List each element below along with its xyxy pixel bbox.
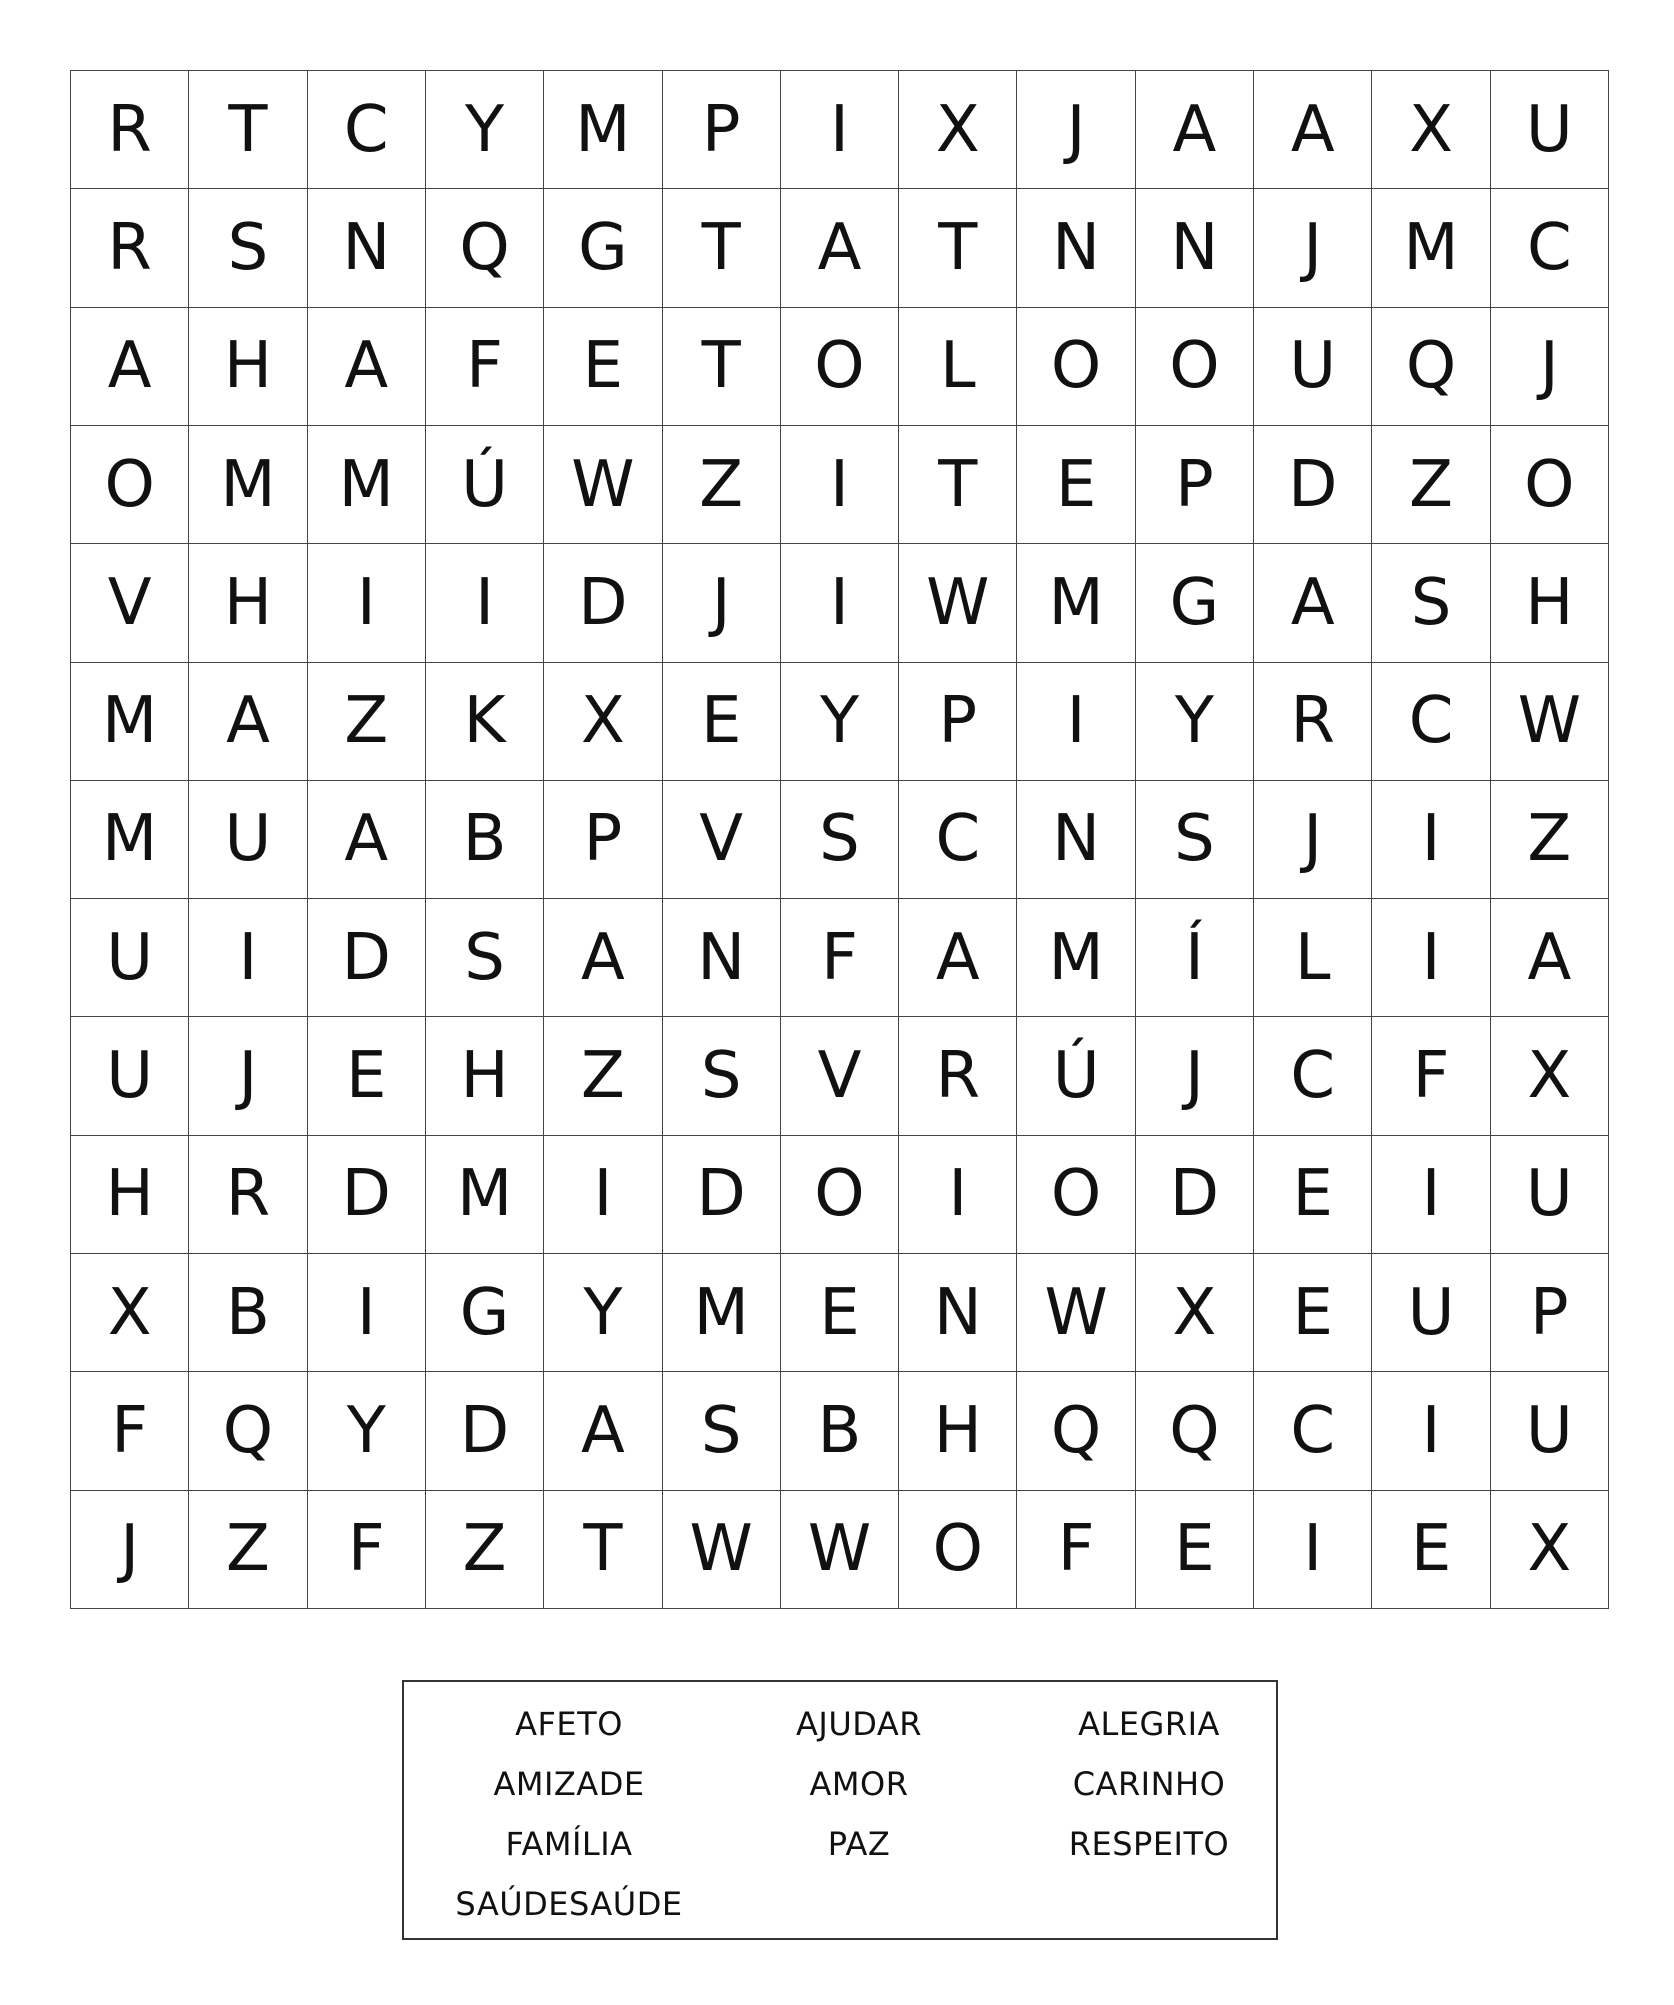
grid-cell[interactable]: Y bbox=[1136, 663, 1254, 781]
grid-cell[interactable]: A bbox=[544, 1372, 662, 1490]
grid-cell[interactable]: Y bbox=[308, 1372, 426, 1490]
grid-cell[interactable]: J bbox=[1136, 1017, 1254, 1135]
grid-cell[interactable]: K bbox=[426, 663, 544, 781]
grid-cell[interactable]: E bbox=[1372, 1491, 1490, 1609]
grid-cell[interactable]: W bbox=[544, 426, 662, 544]
grid-cell[interactable]: T bbox=[899, 189, 1017, 307]
word-list-item: PAZ bbox=[827, 1825, 891, 1863]
grid-cell[interactable]: A bbox=[308, 781, 426, 899]
grid-cell[interactable]: C bbox=[308, 71, 426, 189]
grid-cell[interactable]: Í bbox=[1136, 899, 1254, 1017]
grid-cell[interactable]: V bbox=[71, 544, 189, 662]
word-list-item: AMOR bbox=[809, 1765, 909, 1803]
grid-cell[interactable]: R bbox=[189, 1136, 307, 1254]
grid-cell[interactable]: S bbox=[663, 1372, 781, 1490]
word-list-item: RESPEITO bbox=[1068, 1825, 1230, 1863]
word-list-item: FAMÍLIA bbox=[505, 1825, 633, 1863]
grid-cell[interactable]: G bbox=[426, 1254, 544, 1372]
grid-cell[interactable]: A bbox=[308, 308, 426, 426]
grid-cell[interactable]: F bbox=[781, 899, 899, 1017]
grid-cell[interactable]: D bbox=[1254, 426, 1372, 544]
grid-cell[interactable]: M bbox=[1017, 899, 1135, 1017]
grid-cell[interactable]: M bbox=[71, 781, 189, 899]
grid-cell[interactable]: V bbox=[663, 781, 781, 899]
grid-cell[interactable]: F bbox=[1017, 1491, 1135, 1609]
grid-cell[interactable]: C bbox=[1491, 189, 1609, 307]
grid-cell[interactable]: X bbox=[1372, 71, 1490, 189]
grid-cell[interactable]: Y bbox=[426, 71, 544, 189]
grid-cell[interactable]: I bbox=[1372, 899, 1490, 1017]
grid-cell[interactable]: U bbox=[1491, 1136, 1609, 1254]
grid-cell[interactable]: Z bbox=[1491, 781, 1609, 899]
grid-cell[interactable]: Q bbox=[1136, 1372, 1254, 1490]
grid-cell[interactable]: Q bbox=[426, 189, 544, 307]
grid-cell[interactable]: X bbox=[1136, 1254, 1254, 1372]
grid-cell[interactable]: Z bbox=[308, 663, 426, 781]
grid-cell[interactable]: Ú bbox=[1017, 1017, 1135, 1135]
word-list-item: AJUDAR bbox=[796, 1705, 922, 1743]
grid-cell[interactable]: A bbox=[189, 663, 307, 781]
grid-cell[interactable]: I bbox=[781, 426, 899, 544]
grid-cell[interactable]: E bbox=[308, 1017, 426, 1135]
grid-cell[interactable]: E bbox=[663, 663, 781, 781]
grid-cell[interactable]: O bbox=[1136, 308, 1254, 426]
grid-cell[interactable]: O bbox=[71, 426, 189, 544]
grid-cell[interactable]: I bbox=[1372, 1372, 1490, 1490]
grid-cell[interactable]: U bbox=[1372, 1254, 1490, 1372]
grid-cell[interactable]: C bbox=[1254, 1017, 1372, 1135]
grid-cell[interactable]: O bbox=[899, 1491, 1017, 1609]
grid-cell[interactable]: J bbox=[71, 1491, 189, 1609]
grid-cell[interactable]: P bbox=[663, 71, 781, 189]
grid-cell[interactable]: E bbox=[1017, 426, 1135, 544]
grid-cell[interactable]: D bbox=[1136, 1136, 1254, 1254]
grid-cell[interactable]: D bbox=[308, 1136, 426, 1254]
grid-cell[interactable]: J bbox=[1254, 189, 1372, 307]
grid-cell[interactable]: L bbox=[1254, 899, 1372, 1017]
grid-cell[interactable]: U bbox=[1491, 71, 1609, 189]
grid-cell[interactable]: B bbox=[189, 1254, 307, 1372]
grid-cell[interactable]: G bbox=[544, 189, 662, 307]
grid-cell[interactable]: I bbox=[899, 1136, 1017, 1254]
grid-cell[interactable]: H bbox=[1491, 544, 1609, 662]
grid-cell[interactable]: S bbox=[426, 899, 544, 1017]
grid-cell[interactable]: B bbox=[426, 781, 544, 899]
grid-cell[interactable]: M bbox=[308, 426, 426, 544]
grid-cell[interactable]: A bbox=[899, 899, 1017, 1017]
grid-cell[interactable]: N bbox=[1017, 189, 1135, 307]
grid-cell[interactable]: I bbox=[781, 544, 899, 662]
grid-cell[interactable]: N bbox=[663, 899, 781, 1017]
grid-cell[interactable]: E bbox=[781, 1254, 899, 1372]
grid-cell[interactable]: V bbox=[781, 1017, 899, 1135]
grid-cell[interactable]: U bbox=[1491, 1372, 1609, 1490]
grid-cell[interactable]: N bbox=[1017, 781, 1135, 899]
grid-cell[interactable]: X bbox=[544, 663, 662, 781]
grid-cell[interactable]: R bbox=[71, 71, 189, 189]
grid-cell[interactable]: C bbox=[899, 781, 1017, 899]
grid-cell[interactable]: I bbox=[1017, 663, 1135, 781]
grid-cell[interactable]: A bbox=[1136, 71, 1254, 189]
grid-cell[interactable]: I bbox=[308, 544, 426, 662]
grid-cell[interactable]: C bbox=[1372, 663, 1490, 781]
word-list bbox=[424, 1694, 1300, 1934]
grid-cell[interactable]: P bbox=[899, 663, 1017, 781]
grid-cell[interactable]: O bbox=[1017, 1136, 1135, 1254]
grid-cell[interactable]: M bbox=[71, 663, 189, 781]
letter-grid bbox=[70, 70, 1609, 1609]
grid-cell[interactable]: X bbox=[899, 71, 1017, 189]
grid-cell[interactable]: E bbox=[1254, 1254, 1372, 1372]
grid-cell[interactable]: D bbox=[308, 899, 426, 1017]
grid-cell[interactable]: T bbox=[899, 426, 1017, 544]
grid-cell[interactable]: T bbox=[544, 1491, 662, 1609]
grid-cell[interactable]: M bbox=[1017, 544, 1135, 662]
grid-cell[interactable]: H bbox=[71, 1136, 189, 1254]
grid-cell[interactable]: R bbox=[899, 1017, 1017, 1135]
grid-cell[interactable]: U bbox=[189, 781, 307, 899]
grid-cell[interactable]: Z bbox=[1372, 426, 1490, 544]
word-list-box bbox=[402, 1680, 1278, 1940]
grid-cell[interactable]: W bbox=[1017, 1254, 1135, 1372]
grid-cell[interactable]: J bbox=[1254, 781, 1372, 899]
grid-cell[interactable]: I bbox=[1254, 1491, 1372, 1609]
grid-cell[interactable]: H bbox=[189, 544, 307, 662]
grid-cell[interactable]: Q bbox=[1372, 308, 1490, 426]
grid-cell[interactable]: Z bbox=[663, 426, 781, 544]
grid-cell[interactable]: O bbox=[1491, 426, 1609, 544]
grid-cell[interactable]: R bbox=[1254, 663, 1372, 781]
grid-cell[interactable]: G bbox=[1136, 544, 1254, 662]
grid-cell[interactable]: Z bbox=[426, 1491, 544, 1609]
grid-cell[interactable]: O bbox=[1017, 308, 1135, 426]
grid-cell[interactable]: N bbox=[1136, 189, 1254, 307]
grid-cell[interactable]: H bbox=[426, 1017, 544, 1135]
grid-cell[interactable]: E bbox=[1254, 1136, 1372, 1254]
grid-cell[interactable]: S bbox=[663, 1017, 781, 1135]
grid-cell[interactable]: I bbox=[426, 544, 544, 662]
grid-cell[interactable]: J bbox=[663, 544, 781, 662]
word-list-item: AFETO bbox=[515, 1705, 623, 1743]
grid-cell[interactable]: A bbox=[1254, 71, 1372, 189]
grid-cell[interactable]: I bbox=[308, 1254, 426, 1372]
grid-cell[interactable]: S bbox=[1136, 781, 1254, 899]
grid-cell[interactable]: X bbox=[1491, 1017, 1609, 1135]
grid-cell[interactable]: O bbox=[781, 1136, 899, 1254]
grid-cell[interactable]: P bbox=[1136, 426, 1254, 544]
grid-cell[interactable]: O bbox=[781, 308, 899, 426]
grid-cell[interactable]: Q bbox=[189, 1372, 307, 1490]
grid-cell[interactable]: I bbox=[781, 71, 899, 189]
grid-cell[interactable]: X bbox=[1491, 1491, 1609, 1609]
grid-cell[interactable]: A bbox=[781, 189, 899, 307]
word-list-item: CARINHO bbox=[1072, 1765, 1226, 1803]
grid-cell[interactable]: W bbox=[663, 1491, 781, 1609]
grid-cell[interactable]: I bbox=[544, 1136, 662, 1254]
grid-cell[interactable]: A bbox=[1491, 899, 1609, 1017]
grid-cell[interactable]: U bbox=[71, 1017, 189, 1135]
grid-cell[interactable]: I bbox=[1372, 781, 1490, 899]
grid-cell[interactable]: S bbox=[1372, 544, 1490, 662]
grid-cell[interactable]: N bbox=[308, 189, 426, 307]
grid-cell[interactable]: I bbox=[189, 899, 307, 1017]
grid-cell[interactable]: H bbox=[189, 308, 307, 426]
grid-cell[interactable]: M bbox=[663, 1254, 781, 1372]
grid-cell[interactable]: D bbox=[663, 1136, 781, 1254]
grid-cell[interactable]: I bbox=[1372, 1136, 1490, 1254]
grid-cell[interactable]: A bbox=[544, 899, 662, 1017]
grid-cell[interactable]: A bbox=[71, 308, 189, 426]
grid-cell[interactable]: W bbox=[781, 1491, 899, 1609]
grid-cell[interactable]: T bbox=[663, 308, 781, 426]
grid-cell[interactable]: W bbox=[1491, 663, 1609, 781]
word-list-item: ALEGRIA bbox=[1078, 1705, 1220, 1743]
grid-cell[interactable]: Y bbox=[781, 663, 899, 781]
grid-cell[interactable]: Y bbox=[544, 1254, 662, 1372]
grid-cell[interactable]: J bbox=[1491, 308, 1609, 426]
grid-cell[interactable]: F bbox=[426, 308, 544, 426]
grid-cell[interactable]: R bbox=[71, 189, 189, 307]
grid-cell[interactable]: J bbox=[189, 1017, 307, 1135]
grid-cell[interactable]: U bbox=[71, 899, 189, 1017]
grid-cell[interactable]: P bbox=[1491, 1254, 1609, 1372]
grid-cell[interactable]: Z bbox=[189, 1491, 307, 1609]
grid-cell[interactable]: E bbox=[544, 308, 662, 426]
grid-cell[interactable]: F bbox=[1372, 1017, 1490, 1135]
grid-cell[interactable]: N bbox=[899, 1254, 1017, 1372]
grid-cell[interactable]: W bbox=[899, 544, 1017, 662]
grid-cell[interactable]: T bbox=[189, 71, 307, 189]
grid-cell[interactable]: D bbox=[426, 1372, 544, 1490]
grid-cell[interactable]: M bbox=[1372, 189, 1490, 307]
grid-cell[interactable]: C bbox=[1254, 1372, 1372, 1490]
grid-cell[interactable]: T bbox=[663, 189, 781, 307]
grid-cell[interactable]: B bbox=[781, 1372, 899, 1490]
grid-cell[interactable]: Ú bbox=[426, 426, 544, 544]
grid-cell[interactable]: M bbox=[426, 1136, 544, 1254]
grid-cell[interactable]: F bbox=[308, 1491, 426, 1609]
word-list-item: SAÚDESAÚDE bbox=[455, 1885, 683, 1923]
grid-cell[interactable]: M bbox=[189, 426, 307, 544]
grid-cell[interactable]: A bbox=[1254, 544, 1372, 662]
grid-cell[interactable]: Z bbox=[544, 1017, 662, 1135]
grid-cell[interactable]: H bbox=[899, 1372, 1017, 1490]
grid-cell[interactable]: S bbox=[781, 781, 899, 899]
grid-cell[interactable]: Q bbox=[1017, 1372, 1135, 1490]
grid-cell[interactable]: E bbox=[1136, 1491, 1254, 1609]
grid-cell[interactable]: S bbox=[189, 189, 307, 307]
grid-cell[interactable]: F bbox=[71, 1372, 189, 1490]
word-list-item: AMIZADE bbox=[493, 1765, 645, 1803]
grid-cell[interactable]: D bbox=[544, 544, 662, 662]
grid-cell[interactable]: M bbox=[544, 71, 662, 189]
grid-cell[interactable]: U bbox=[1254, 308, 1372, 426]
grid-cell[interactable]: X bbox=[71, 1254, 189, 1372]
grid-cell[interactable]: L bbox=[899, 308, 1017, 426]
grid-cell[interactable]: P bbox=[544, 781, 662, 899]
grid-cell[interactable]: J bbox=[1017, 71, 1135, 189]
